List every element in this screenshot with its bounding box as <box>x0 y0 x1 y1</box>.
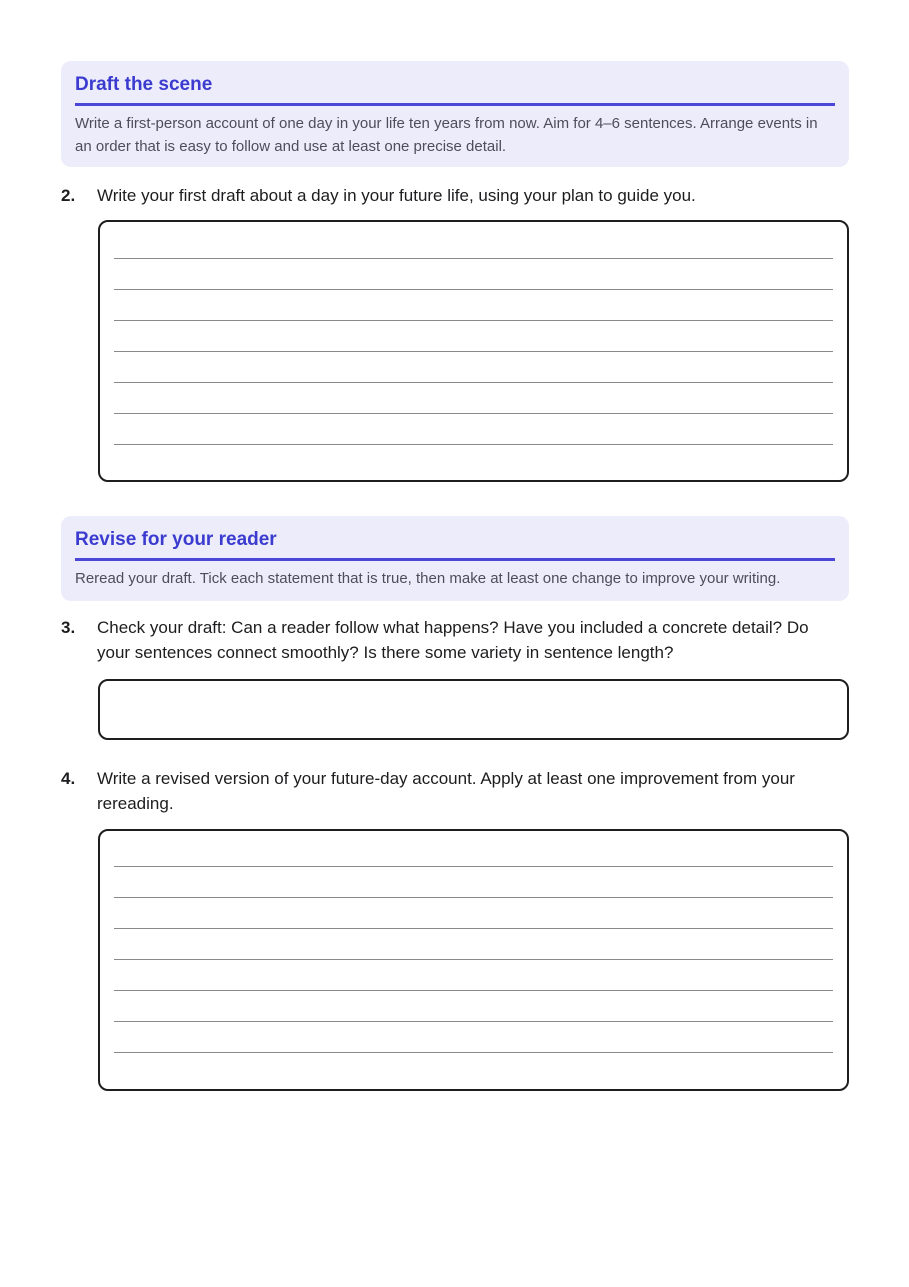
question-text: Write a revised version of your future-day account. Apply at least one improvement from your rereading. <box>97 769 795 813</box>
writing-line <box>114 382 833 383</box>
writing-line <box>114 866 833 867</box>
question-3 <box>61 615 851 665</box>
question-number: 3. <box>61 618 76 637</box>
writing-line <box>114 320 833 321</box>
section-title: Draft the scene <box>75 73 835 106</box>
writing-line <box>114 1021 833 1022</box>
question-number: 4. <box>61 769 76 788</box>
question-2 <box>61 183 851 208</box>
writing-line <box>114 413 833 414</box>
writing-line <box>114 289 833 290</box>
section-draft-the-scene <box>61 61 849 167</box>
answer-box-draft[interactable] <box>98 220 849 482</box>
answer-box-checklist[interactable] <box>98 679 849 740</box>
section-description: Write a first-person account of one day in your life ten years from now. Aim for 4–6 sentences. Arrange events in an order that is easy to follow and use at least one precise detail. <box>75 115 818 155</box>
writing-line <box>114 444 833 445</box>
question-number: 2. <box>61 186 76 205</box>
writing-line <box>114 1052 833 1053</box>
section-revise-for-your-reader <box>61 516 849 601</box>
writing-line <box>114 990 833 991</box>
question-text: Check your draft: Can a reader follow what happens? Have you included a concrete detail? Do your sentences connect smoothly? Is there some variety in sentence length? <box>97 618 809 662</box>
answer-box-revised[interactable] <box>98 829 849 1091</box>
writing-line <box>114 959 833 960</box>
writing-line <box>114 928 833 929</box>
section-title: Revise for your reader <box>75 528 835 561</box>
question-text: Write your first draft about a day in your future life, using your plan to guide you. <box>97 186 696 205</box>
section-description: Reread your draft. Tick each statement that is true, then make at least one change to improve your writing. <box>75 570 781 587</box>
question-4 <box>61 766 851 816</box>
writing-line <box>114 258 833 259</box>
writing-line <box>114 897 833 898</box>
writing-line <box>114 351 833 352</box>
